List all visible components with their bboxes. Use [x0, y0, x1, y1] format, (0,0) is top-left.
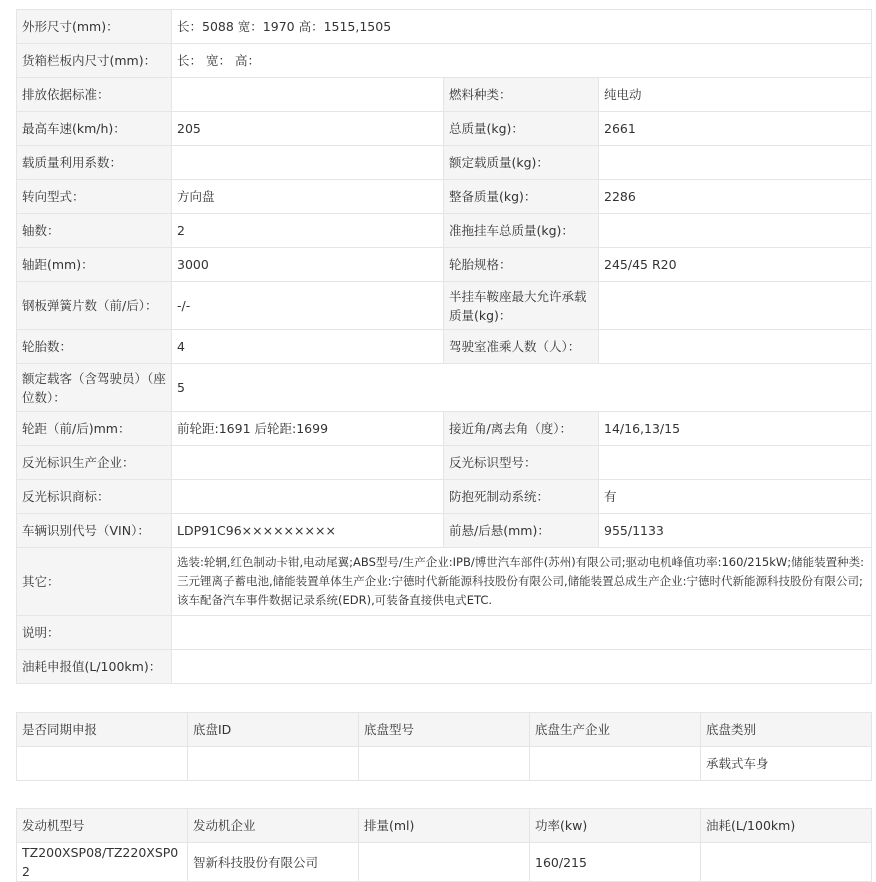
spec-row	[17, 514, 872, 548]
overhang-value: 955/1133	[599, 514, 872, 548]
column-header: 发动机型号	[17, 809, 188, 843]
seats-value: 5	[172, 364, 872, 412]
trailer-mass-label: 准拖挂车总质量(kg)：	[444, 214, 599, 248]
axles-value: 2	[172, 214, 444, 248]
spec-row	[17, 78, 872, 112]
rated-load-value	[599, 146, 872, 180]
table-cell	[530, 747, 701, 781]
cargo-box-value: 长： 宽： 高：	[172, 44, 872, 78]
spec-row	[17, 44, 872, 78]
vin-value: LDP91C96×××××××××	[172, 514, 444, 548]
tire-spec-label: 轮胎规格：	[444, 248, 599, 282]
spec-row	[17, 446, 872, 480]
trailer-mass-value	[599, 214, 872, 248]
fuel-type-label: 燃料种类：	[444, 78, 599, 112]
column-header: 油耗(L/100km)	[701, 809, 872, 843]
emission-standard-label: 排放依据标准：	[17, 78, 172, 112]
column-header: 功率(kw)	[530, 809, 701, 843]
vehicle-spec-table	[16, 9, 872, 684]
spec-row	[17, 112, 872, 146]
total-mass-value: 2661	[599, 112, 872, 146]
wheelbase-value: 3000	[172, 248, 444, 282]
reflector-maker-value	[172, 446, 444, 480]
chassis-table	[16, 712, 872, 781]
abs-label: 防抱死制动系统：	[444, 480, 599, 514]
dimensions-label: 外形尺寸(mm)：	[17, 10, 172, 44]
leaf-springs-value: -/-	[172, 282, 444, 330]
fuel-consumption-value	[172, 650, 872, 684]
saddle-load-value	[599, 282, 872, 330]
column-header: 排量(ml)	[359, 809, 530, 843]
total-mass-label: 总质量(kg)：	[444, 112, 599, 146]
column-header: 底盘生产企业	[530, 713, 701, 747]
notes-value	[172, 616, 872, 650]
steering-label: 转向型式：	[17, 180, 172, 214]
vin-label: 车辆识别代号（VIN）：	[17, 514, 172, 548]
reflector-brand-value	[172, 480, 444, 514]
spec-row	[17, 364, 872, 412]
seats-label: 额定载客（含驾驶员）（座位数）：	[17, 364, 172, 412]
tires-label: 轮胎数：	[17, 330, 172, 364]
fuel-type-value: 纯电动	[599, 78, 872, 112]
rated-load-label: 额定载质量(kg)：	[444, 146, 599, 180]
spec-row	[17, 616, 872, 650]
table-cell: TZ200XSP08/TZ220XSP02	[17, 843, 188, 882]
load-utilization-value	[172, 146, 444, 180]
column-header: 发动机企业	[188, 809, 359, 843]
other-value: 选装:轮辋,红色制动卡钳,电动尾翼;ABS型号/生产企业:IPB/博世汽车部件(苏州)有限公司;驱动电机峰值功率:160/215kW;储能装置种类:三元锂离子蓄电池,储能装置单体生产企业:宁德时代新能源科技股份有限公司,储能装置总成生产企业:宁德时代新能源科技股份有限公司;该车配备汽车事件数据记录系统(EDR),可装备直接供电式ETC.	[172, 548, 872, 616]
reflector-brand-label: 反光标识商标：	[17, 480, 172, 514]
table-cell: 承载式车身	[701, 747, 872, 781]
column-header: 是否同期申报	[17, 713, 188, 747]
spec-row	[17, 248, 872, 282]
reflector-maker-label: 反光标识生产企业：	[17, 446, 172, 480]
spec-row	[17, 548, 872, 616]
notes-label: 说明：	[17, 616, 172, 650]
leaf-springs-label: 钢板弹簧片数（前/后）：	[17, 282, 172, 330]
track-label: 轮距（前/后)mm：	[17, 412, 172, 446]
spec-row	[17, 214, 872, 248]
column-header: 底盘ID	[188, 713, 359, 747]
table-cell	[188, 747, 359, 781]
abs-value: 有	[599, 480, 872, 514]
spec-row	[17, 146, 872, 180]
other-label: 其它：	[17, 548, 172, 616]
table-cell	[701, 843, 872, 882]
spec-row	[17, 412, 872, 446]
table-cell	[359, 843, 530, 882]
emission-standard-value	[172, 78, 444, 112]
table-header-row	[17, 809, 872, 843]
max-speed-value: 205	[172, 112, 444, 146]
curb-mass-label: 整备质量(kg)：	[444, 180, 599, 214]
approach-departure-label: 接近角/离去角（度）：	[444, 412, 599, 446]
cab-passengers-label: 驾驶室准乘人数（人）：	[444, 330, 599, 364]
engine-table	[16, 808, 872, 882]
steering-value: 方向盘	[172, 180, 444, 214]
spec-row	[17, 480, 872, 514]
spec-row	[17, 10, 872, 44]
approach-departure-value: 14/16,13/15	[599, 412, 872, 446]
table-cell	[359, 747, 530, 781]
table-row	[17, 747, 872, 781]
spec-row	[17, 650, 872, 684]
saddle-load-label: 半挂车鞍座最大允许承载质量(kg)：	[444, 282, 599, 330]
table-cell: 160/215	[530, 843, 701, 882]
overhang-label: 前悬/后悬(mm)：	[444, 514, 599, 548]
table-header-row	[17, 713, 872, 747]
load-utilization-label: 载质量利用系数：	[17, 146, 172, 180]
spec-row	[17, 330, 872, 364]
table-cell: 智新科技股份有限公司	[188, 843, 359, 882]
table-cell	[17, 747, 188, 781]
cab-passengers-value	[599, 330, 872, 364]
tire-spec-value: 245/45 R20	[599, 248, 872, 282]
tires-value: 4	[172, 330, 444, 364]
track-value: 前轮距:1691 后轮距:1699	[172, 412, 444, 446]
column-header: 底盘型号	[359, 713, 530, 747]
column-header: 底盘类别	[701, 713, 872, 747]
curb-mass-value: 2286	[599, 180, 872, 214]
axles-label: 轴数：	[17, 214, 172, 248]
fuel-consumption-label: 油耗申报值(L/100km)：	[17, 650, 172, 684]
reflector-model-value	[599, 446, 872, 480]
spec-row	[17, 282, 872, 330]
cargo-box-label: 货箱栏板内尺寸(mm)：	[17, 44, 172, 78]
wheelbase-label: 轴距(mm)：	[17, 248, 172, 282]
max-speed-label: 最高车速(km/h)：	[17, 112, 172, 146]
spec-row	[17, 180, 872, 214]
reflector-model-label: 反光标识型号：	[444, 446, 599, 480]
dimensions-value: 长：5088 宽：1970 高：1515,1505	[172, 10, 872, 44]
table-row	[17, 843, 872, 882]
